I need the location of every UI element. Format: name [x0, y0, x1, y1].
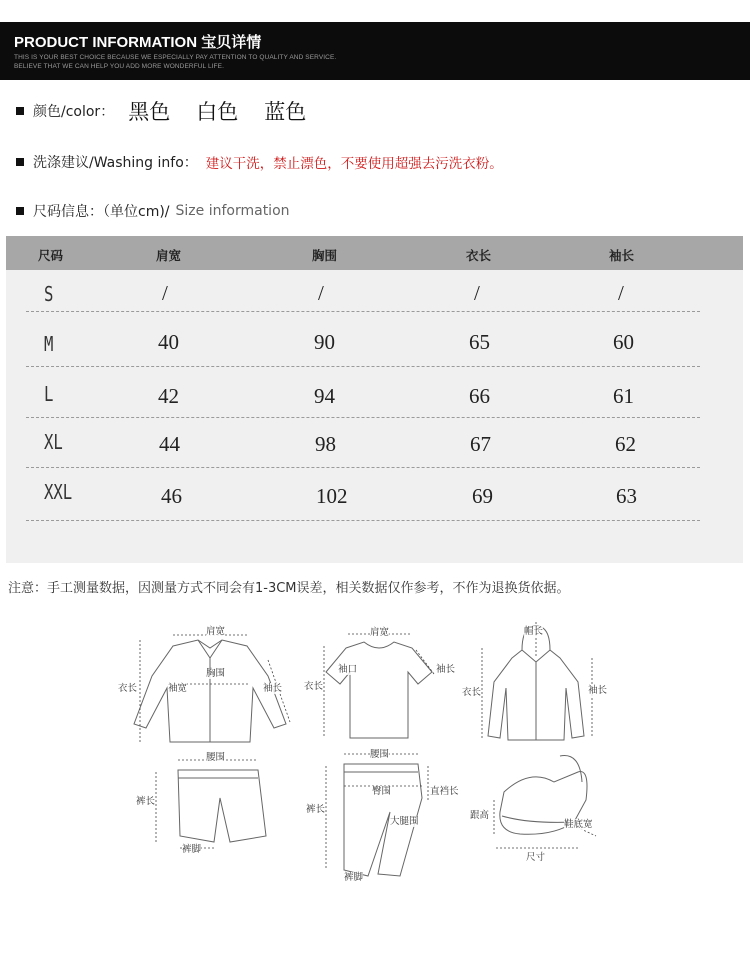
row-divider	[26, 467, 700, 468]
sleeve-cell: 62	[615, 432, 636, 456]
pants-hem-label: 裤脚	[344, 872, 364, 883]
bullet-square-icon	[16, 107, 24, 115]
table-header	[6, 236, 743, 270]
shoulder-cell: 42	[158, 384, 179, 408]
length-cell: /	[474, 281, 480, 305]
bullet-square-icon	[16, 158, 24, 166]
tshirt-sleeve-label: 袖长	[436, 664, 456, 675]
tshirt-cuff-label: 袖口	[338, 664, 358, 675]
shorts-hem-label: 裤脚	[182, 844, 202, 855]
shorts-diagram	[134, 752, 274, 862]
shoe-width-label: 鞋底宽	[564, 819, 593, 830]
tshirt-shoulder-label: 肩宽	[370, 627, 390, 638]
chest-cell: 90	[314, 330, 335, 354]
pants-diagram	[304, 746, 464, 886]
shoulder-cell: 46	[161, 484, 182, 508]
shirt-sleeve-width-label: 袖宽	[168, 683, 188, 694]
color-label: 颜色/color：	[33, 104, 115, 120]
hoodie-illustration	[460, 618, 620, 748]
color-option-blue: 蓝色	[264, 100, 307, 124]
sleeve-cell: 63	[616, 484, 637, 508]
hoodie-sleeve-label: 袖长	[588, 685, 608, 696]
size-cell: M	[44, 332, 54, 356]
color-options	[114, 96, 318, 126]
shoulder-cell: 44	[159, 432, 180, 456]
chest-cell: /	[318, 281, 324, 305]
washing-text: 建议干洗，禁止漂色，不要使用超强去污洗衣粉。	[205, 156, 503, 172]
color-info	[16, 96, 318, 126]
table-row	[6, 370, 743, 418]
bullet-square-icon	[16, 207, 24, 215]
shoulder-cell: /	[162, 281, 168, 305]
pants-thigh-label: 大腿围	[390, 816, 419, 827]
header-shoulder: 肩宽	[156, 248, 182, 263]
table-row	[6, 276, 743, 324]
row-divider	[26, 311, 700, 312]
shoe-diagram	[470, 752, 610, 867]
color-option-white: 白色	[196, 100, 239, 124]
row-divider	[26, 520, 700, 521]
table-row	[6, 420, 743, 468]
size-info-label-en: Size information	[175, 203, 290, 219]
sleeve-cell: 61	[613, 384, 634, 408]
chest-cell: 94	[314, 384, 335, 408]
size-table	[6, 236, 743, 563]
shirt-length-label: 衣长	[118, 683, 138, 694]
header-chest: 胸围	[312, 248, 338, 263]
length-cell: 67	[470, 432, 491, 456]
size-cell: XXL	[44, 480, 73, 504]
length-cell: 69	[472, 484, 493, 508]
shorts-illustration	[134, 752, 274, 862]
pants-illustration	[304, 746, 464, 886]
size-info-label: 尺码信息：（单位cm)/	[33, 204, 170, 220]
banner-subtitle-line1: THIS IS YOUR BEST CHOICE BECAUSE WE ESPECIALLY PAY ATTENTION TO QUALITY AND SERVICE.	[14, 54, 337, 61]
pants-waist-label: 腰围	[370, 749, 390, 760]
pants-rise-label: 直裆长	[430, 786, 459, 797]
measurement-note: 注意：手工测量数据，因测量方式不同会有1-3CM误差，相关数据仅作参考，不作为退换货依据。	[8, 581, 570, 596]
tshirt-diagram	[304, 626, 464, 746]
table-row	[6, 318, 743, 366]
table-row	[6, 472, 743, 520]
shirt-chest-label: 胸围	[206, 668, 226, 679]
washing-label: 洗涤建议/Washing info：	[33, 155, 198, 171]
length-cell: 65	[469, 330, 490, 354]
sleeve-cell: /	[618, 281, 624, 305]
shirt-sleeve-label: 袖长	[263, 683, 283, 694]
header-length: 衣长	[466, 248, 492, 263]
shorts-waist-label: 腰围	[206, 752, 226, 763]
shoe-heel-label: 跟高	[470, 810, 490, 821]
size-cell: S	[44, 282, 54, 306]
header-banner	[0, 22, 750, 80]
hoodie-diagram	[460, 618, 620, 748]
tshirt-length-label: 衣长	[304, 681, 324, 692]
shoe-size-label: 尺寸	[526, 852, 546, 863]
pants-hip-label: 臀围	[372, 786, 392, 797]
size-cell: L	[44, 382, 54, 406]
pants-length-label: 裤长	[306, 804, 326, 815]
row-divider	[26, 417, 700, 418]
banner-title: PRODUCT INFORMATION 宝贝详情	[14, 34, 262, 51]
shirt-shoulder-label: 肩宽	[206, 626, 226, 637]
shoe-illustration	[470, 752, 610, 867]
hoodie-hood-label: 帽长	[524, 626, 544, 637]
color-option-black: 黑色	[128, 100, 171, 124]
chest-cell: 102	[316, 484, 348, 508]
tshirt-illustration	[304, 626, 464, 746]
chest-cell: 98	[315, 432, 336, 456]
shirt-diagram	[118, 626, 303, 746]
sleeve-cell: 60	[613, 330, 634, 354]
washing-info	[16, 152, 503, 172]
size-cell: XL	[44, 430, 63, 454]
row-divider	[26, 366, 700, 367]
header-sleeve: 袖长	[609, 248, 635, 263]
length-cell: 66	[469, 384, 490, 408]
hoodie-length-label: 衣长	[462, 687, 482, 698]
header-size: 尺码	[38, 248, 64, 263]
banner-subtitle-line2: BELIEVE THAT WE CAN HELP YOU ADD MORE WONDERFUL LIFE.	[14, 63, 224, 70]
shoulder-cell: 40	[158, 330, 179, 354]
shorts-length-label: 裤长	[136, 796, 156, 807]
size-info	[16, 201, 290, 221]
